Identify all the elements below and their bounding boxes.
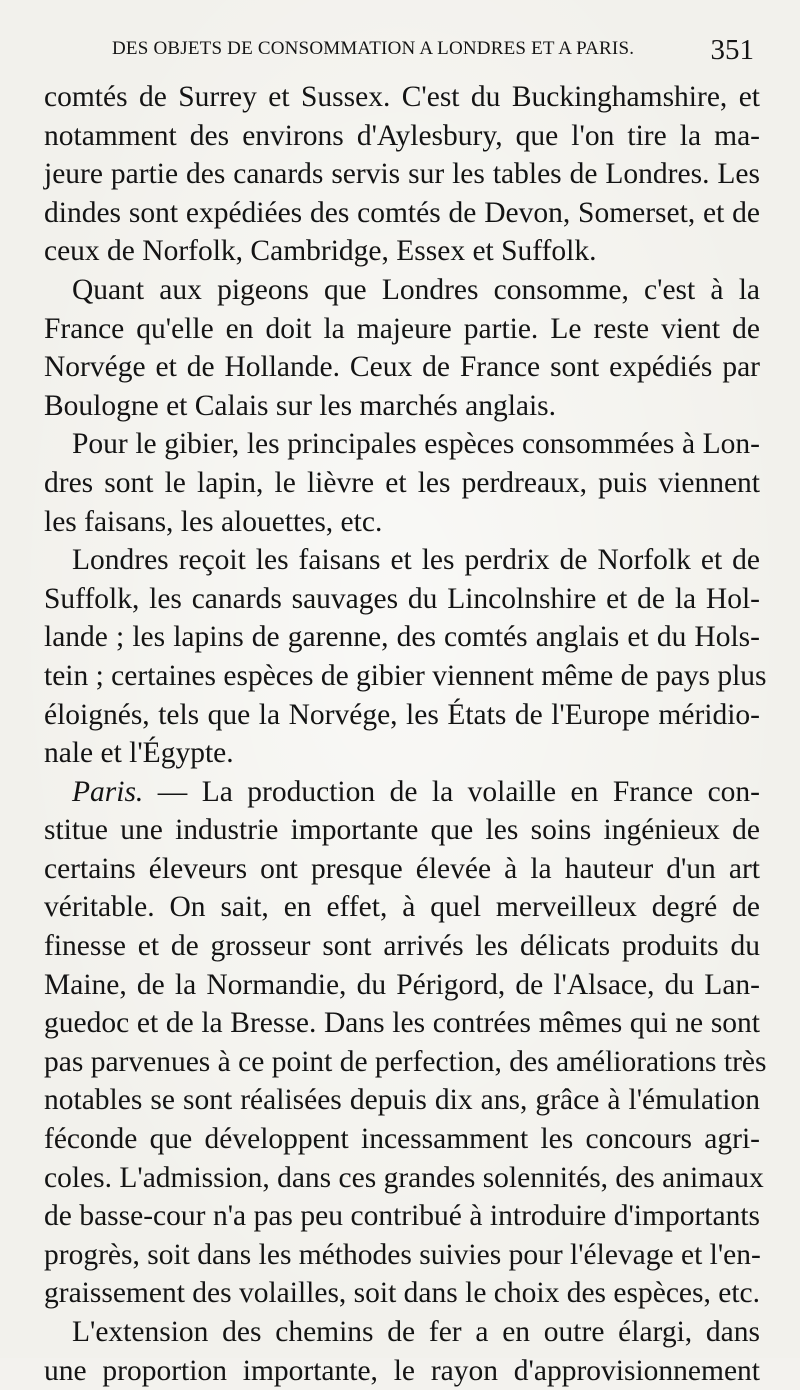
run-in-heading: Paris. xyxy=(72,775,144,808)
text-line: Boulogne et Calais sur les marchés anglais. xyxy=(44,389,557,422)
text-line-rest: — La production de la volaille en France con- xyxy=(143,775,760,808)
text-line: Suffolk, les canards sauvages du Lincolnshire et de la Hol- xyxy=(44,582,760,615)
text-line: tein ; certaines espèces de gibier viennent même de pays plus xyxy=(44,659,767,692)
text-line: de basse-cour n'a pas peu contribué à introduire d'importants xyxy=(44,1200,760,1233)
paragraph-5 xyxy=(44,773,767,1313)
text-line: Pour le gibier, les principales espèces consommées à Lon- xyxy=(72,428,760,461)
text-line: France qu'elle en doit la majeure partie. Le reste vient de xyxy=(44,312,760,345)
text-line: notamment des environs d'Aylesbury, que l'on tire la ma- xyxy=(44,119,760,152)
text-line: dres sont le lapin, le lièvre et les perdreaux, puis viennent xyxy=(44,466,760,499)
paragraph-4 xyxy=(44,541,767,773)
running-header xyxy=(112,36,762,68)
text-line: coles. L'admission, dans ces grandes solennités, des animaux xyxy=(44,1161,764,1194)
paragraph-2 xyxy=(44,271,760,425)
text-line: Maine, de la Normandie, du Périgord, de l'Alsace, du Lan- xyxy=(44,968,760,1001)
text-line: L'extension des chemins de fer a en outre élargi, dans xyxy=(72,1316,760,1348)
text-line: progrès, soit dans les méthodes suivies pour l'élevage et l'en- xyxy=(44,1238,761,1271)
text-line: stitue une industrie importante que les soins ingénieux de xyxy=(44,814,760,847)
text-line: Londres reçoit les faisans et les perdrix de Norfolk et de xyxy=(72,544,760,577)
text-line: Norvége et de Hollande. Ceux de France sont expédiés par xyxy=(44,351,760,384)
text-line: Quant aux pigeons que Londres consomme, c'est à la xyxy=(72,273,760,306)
text-line: guedoc et de la Bresse. Dans les contrées mêmes qui ne sont xyxy=(44,1007,760,1040)
text-line: pas parvenues à ce point de perfection, des améliorations très xyxy=(44,1045,767,1078)
text-line: certains éleveurs ont presque élevée à la hauteur d'un art xyxy=(44,852,760,885)
body-text xyxy=(44,78,767,1390)
text-line: véritable. On sait, en effet, à quel merveilleux degré de xyxy=(44,891,760,924)
text-line: finesse et de grosseur sont arrivés les délicats produits du xyxy=(44,930,760,963)
paragraph-6 xyxy=(44,1313,760,1390)
text-line: comtés de Surrey et Sussex. C'est du Buckinghamshire, et xyxy=(44,81,760,113)
text-line-with-run-in xyxy=(44,773,760,812)
paragraph-1 xyxy=(44,78,760,271)
text-line: graissement des volailles, soit dans le choix des espèces, etc. xyxy=(44,1277,760,1310)
paragraph-3 xyxy=(44,425,760,541)
text-line: éloignés, tels que la Norvége, les États de l'Europe méridio- xyxy=(44,698,760,731)
text-line: jeure partie des canards servis sur les tables de Londres. Les xyxy=(44,158,760,191)
text-line: lande ; les lapins de garenne, des comtés anglais et du Hols- xyxy=(44,621,760,654)
text-line: les faisans, les alouettes, etc. xyxy=(44,505,383,538)
text-line: nale et l'Égypte. xyxy=(44,737,234,770)
text-line: une proportion importante, le rayon d'approvisionnement xyxy=(44,1354,760,1387)
text-line: dindes sont expédiées des comtés de Devon, Somerset, et de xyxy=(44,196,760,229)
text-line: féconde que développent incessamment les concours agri- xyxy=(44,1123,760,1156)
text-line: notables se sont réalisées depuis dix ans, grâce à l'émulation xyxy=(44,1084,760,1117)
page-number: 351 xyxy=(710,34,754,66)
running-title: DES OBJETS DE CONSOMMATION A LONDRES ET A PARIS. xyxy=(112,38,635,59)
text-line: ceux de Norfolk, Cambridge, Essex et Suffolk. xyxy=(44,235,597,268)
